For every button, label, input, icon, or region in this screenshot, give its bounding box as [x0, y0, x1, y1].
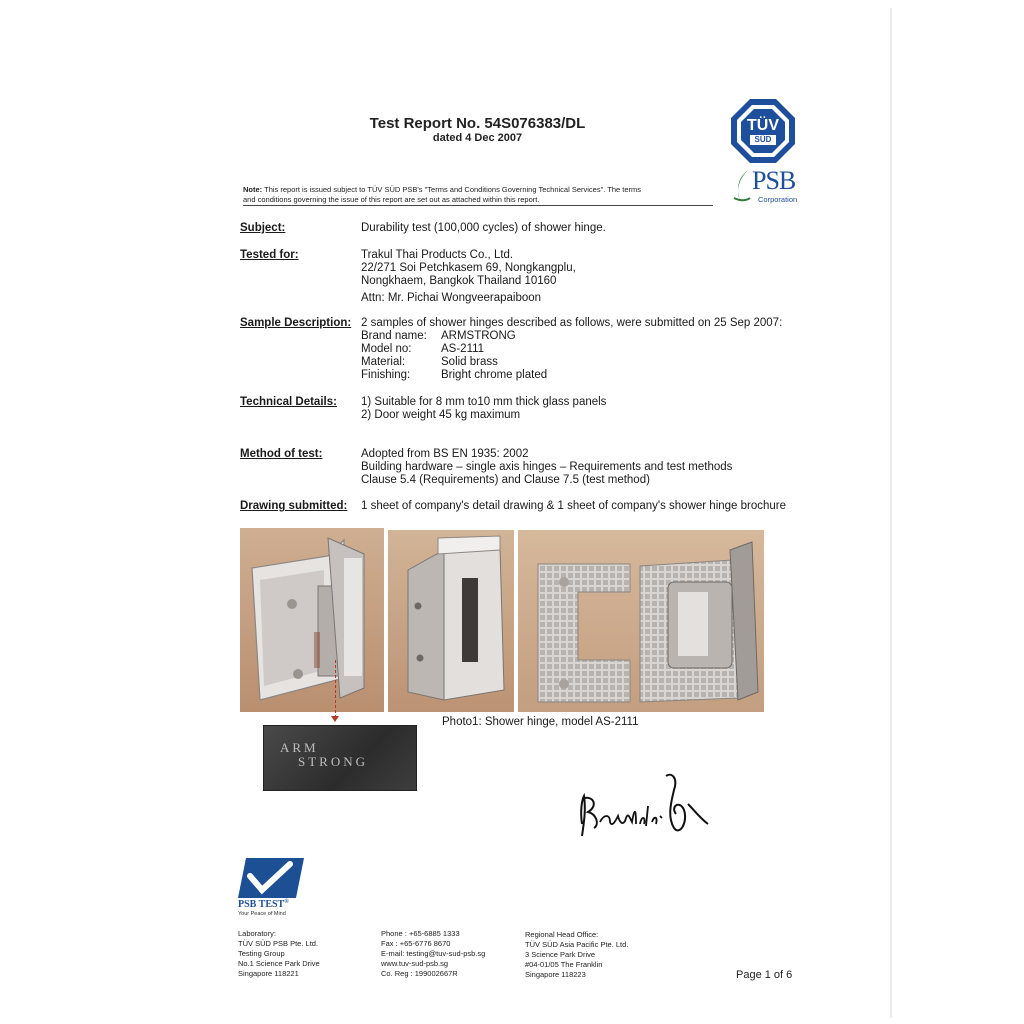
sud-text: SÜD	[750, 135, 776, 145]
footer-line: TÜV SÜD PSB Pte. Ltd.	[238, 939, 319, 948]
technical-line: 2) Door weight 45 kg maximum	[361, 409, 521, 421]
method-line: Building hardware – single axis hinges – Requirements and test methods	[361, 461, 733, 473]
sample-key: Material:	[361, 356, 406, 368]
psb-corporation-text: Corporation	[758, 195, 798, 204]
footer-line: No.1 Science Park Drive	[238, 959, 320, 968]
photo-caption: Photo1: Shower hinge, model AS-2111	[442, 716, 639, 728]
footer-line: Co. Reg : 199002667R	[381, 969, 458, 978]
terms-note	[243, 185, 723, 205]
sample-value: Bright chrome plated	[441, 369, 548, 381]
psb-test-name: PSB TEST	[238, 899, 285, 910]
hinge-photo-front	[240, 528, 384, 712]
sample-description	[361, 317, 782, 382]
hinge-photo-side	[388, 530, 514, 712]
psb-test-text	[238, 899, 289, 910]
subject-label: Subject:	[240, 222, 286, 234]
page-edge-shadow	[890, 8, 892, 1018]
drawing-submitted-value: 1 sheet of company's detail drawing & 1 sheet of company's shower hinge brochure	[361, 500, 787, 512]
signature-image	[570, 766, 720, 842]
checkmark-flag-icon	[238, 856, 306, 900]
footer-contact	[381, 929, 485, 979]
psb-test-tagline: Your Peace of Mind	[238, 911, 286, 917]
brand-plate-line1: ARM	[280, 740, 319, 755]
method-line: Adopted from BS EN 1935: 2002	[361, 448, 529, 460]
brand-plate-line2: STRONG	[298, 754, 369, 769]
psb-corporation-logo	[732, 166, 802, 208]
method-line: Clause 5.4 (Requirements) and Clause 7.5 (test method)	[361, 474, 650, 486]
pointer-arrowhead-icon	[331, 716, 339, 722]
footer-line: www.tuv-sud-psb.sg	[381, 959, 449, 968]
sample-row	[361, 369, 782, 382]
client-attention: Attn: Mr. Pichai Wongveerapaiboon	[361, 292, 542, 304]
client-address-line: 22/271 Soi Petchkasem 69, Nongkangplu,	[361, 262, 576, 274]
brand-plate-photo	[263, 725, 417, 791]
method-of-test-label: Method of test:	[240, 448, 323, 460]
footer-line: TÜV SÜD Asia Pacific Pte. Ltd.	[525, 940, 629, 949]
footer-line: Fax : +65-6776 8670	[381, 939, 451, 948]
sample-row	[361, 343, 782, 356]
hinge-photo-plates	[518, 530, 764, 712]
subject-value: Durability test (100,000 cycles) of shower hinge.	[361, 222, 606, 234]
technical-details-label: Technical Details:	[240, 396, 337, 408]
footer-line: E-mail: testing@tuv-sud-psb.sg	[381, 949, 486, 958]
technical-line: 1) Suitable for 8 mm to10 mm thick glass panels	[361, 396, 607, 408]
sample-key: Finishing:	[361, 369, 411, 381]
sample-value: AS-2111	[441, 343, 485, 355]
drawing-submitted-label: Drawing submitted:	[240, 500, 348, 512]
footer-line: Regional Head Office:	[525, 930, 599, 939]
note-text-2: and conditions governing the issue of this report are set out as attached within this report.	[243, 195, 540, 204]
sample-description-label: Sample Description:	[240, 317, 352, 329]
note-underline	[243, 205, 713, 206]
tested-for-label: Tested for:	[240, 249, 299, 261]
footer-line: #04-01/05 The Franklin	[525, 960, 603, 969]
footer-regional-office	[525, 930, 628, 980]
sample-row	[361, 330, 782, 343]
sample-key: Brand name:	[361, 330, 427, 342]
footer-line: Singapore 118223	[525, 970, 586, 979]
note-label: Note:	[243, 185, 263, 194]
sample-value: ARMSTRONG	[441, 330, 516, 342]
tested-for-address	[361, 249, 576, 305]
report-title: Test Report No. 54S076383/DL	[369, 115, 586, 132]
technical-details	[361, 396, 606, 422]
leaf-swoosh-icon	[732, 168, 752, 204]
footer-line: Singapore 118221	[238, 969, 299, 978]
sample-key: Model no:	[361, 343, 412, 355]
footer-line: Laboratory:	[238, 929, 276, 938]
psb-text: PSB	[752, 166, 796, 195]
registered-mark: ®	[284, 899, 289, 905]
tuv-sud-logo	[730, 98, 796, 164]
sample-intro: 2 samples of shower hinges described as follows, were submitted on 25 Sep 2007:	[361, 317, 783, 329]
dashed-pointer	[335, 660, 337, 718]
tuv-text: TÜV	[747, 117, 779, 134]
method-of-test	[361, 448, 732, 487]
footer-line: Phone : +65-6885 1333	[381, 929, 460, 938]
sample-value: Solid brass	[441, 356, 498, 368]
note-text-1: This report is issued subject to TÜV SÜD PSB's "Terms and Conditions Governing Technical Services". The terms	[264, 185, 642, 194]
footer-laboratory	[238, 929, 320, 979]
client-address-line: Nongkhaem, Bangkok Thailand 10160	[361, 275, 557, 287]
sample-row	[361, 356, 782, 369]
client-name: Trakul Thai Products Co., Ltd.	[361, 249, 514, 261]
footer-line: 3 Science Park Drive	[525, 950, 596, 959]
report-date: dated 4 Dec 2007	[432, 132, 523, 144]
psb-test-logo	[238, 856, 310, 920]
page-number: Page 1 of 6	[736, 969, 793, 981]
footer-line: Testing Group	[238, 949, 285, 958]
